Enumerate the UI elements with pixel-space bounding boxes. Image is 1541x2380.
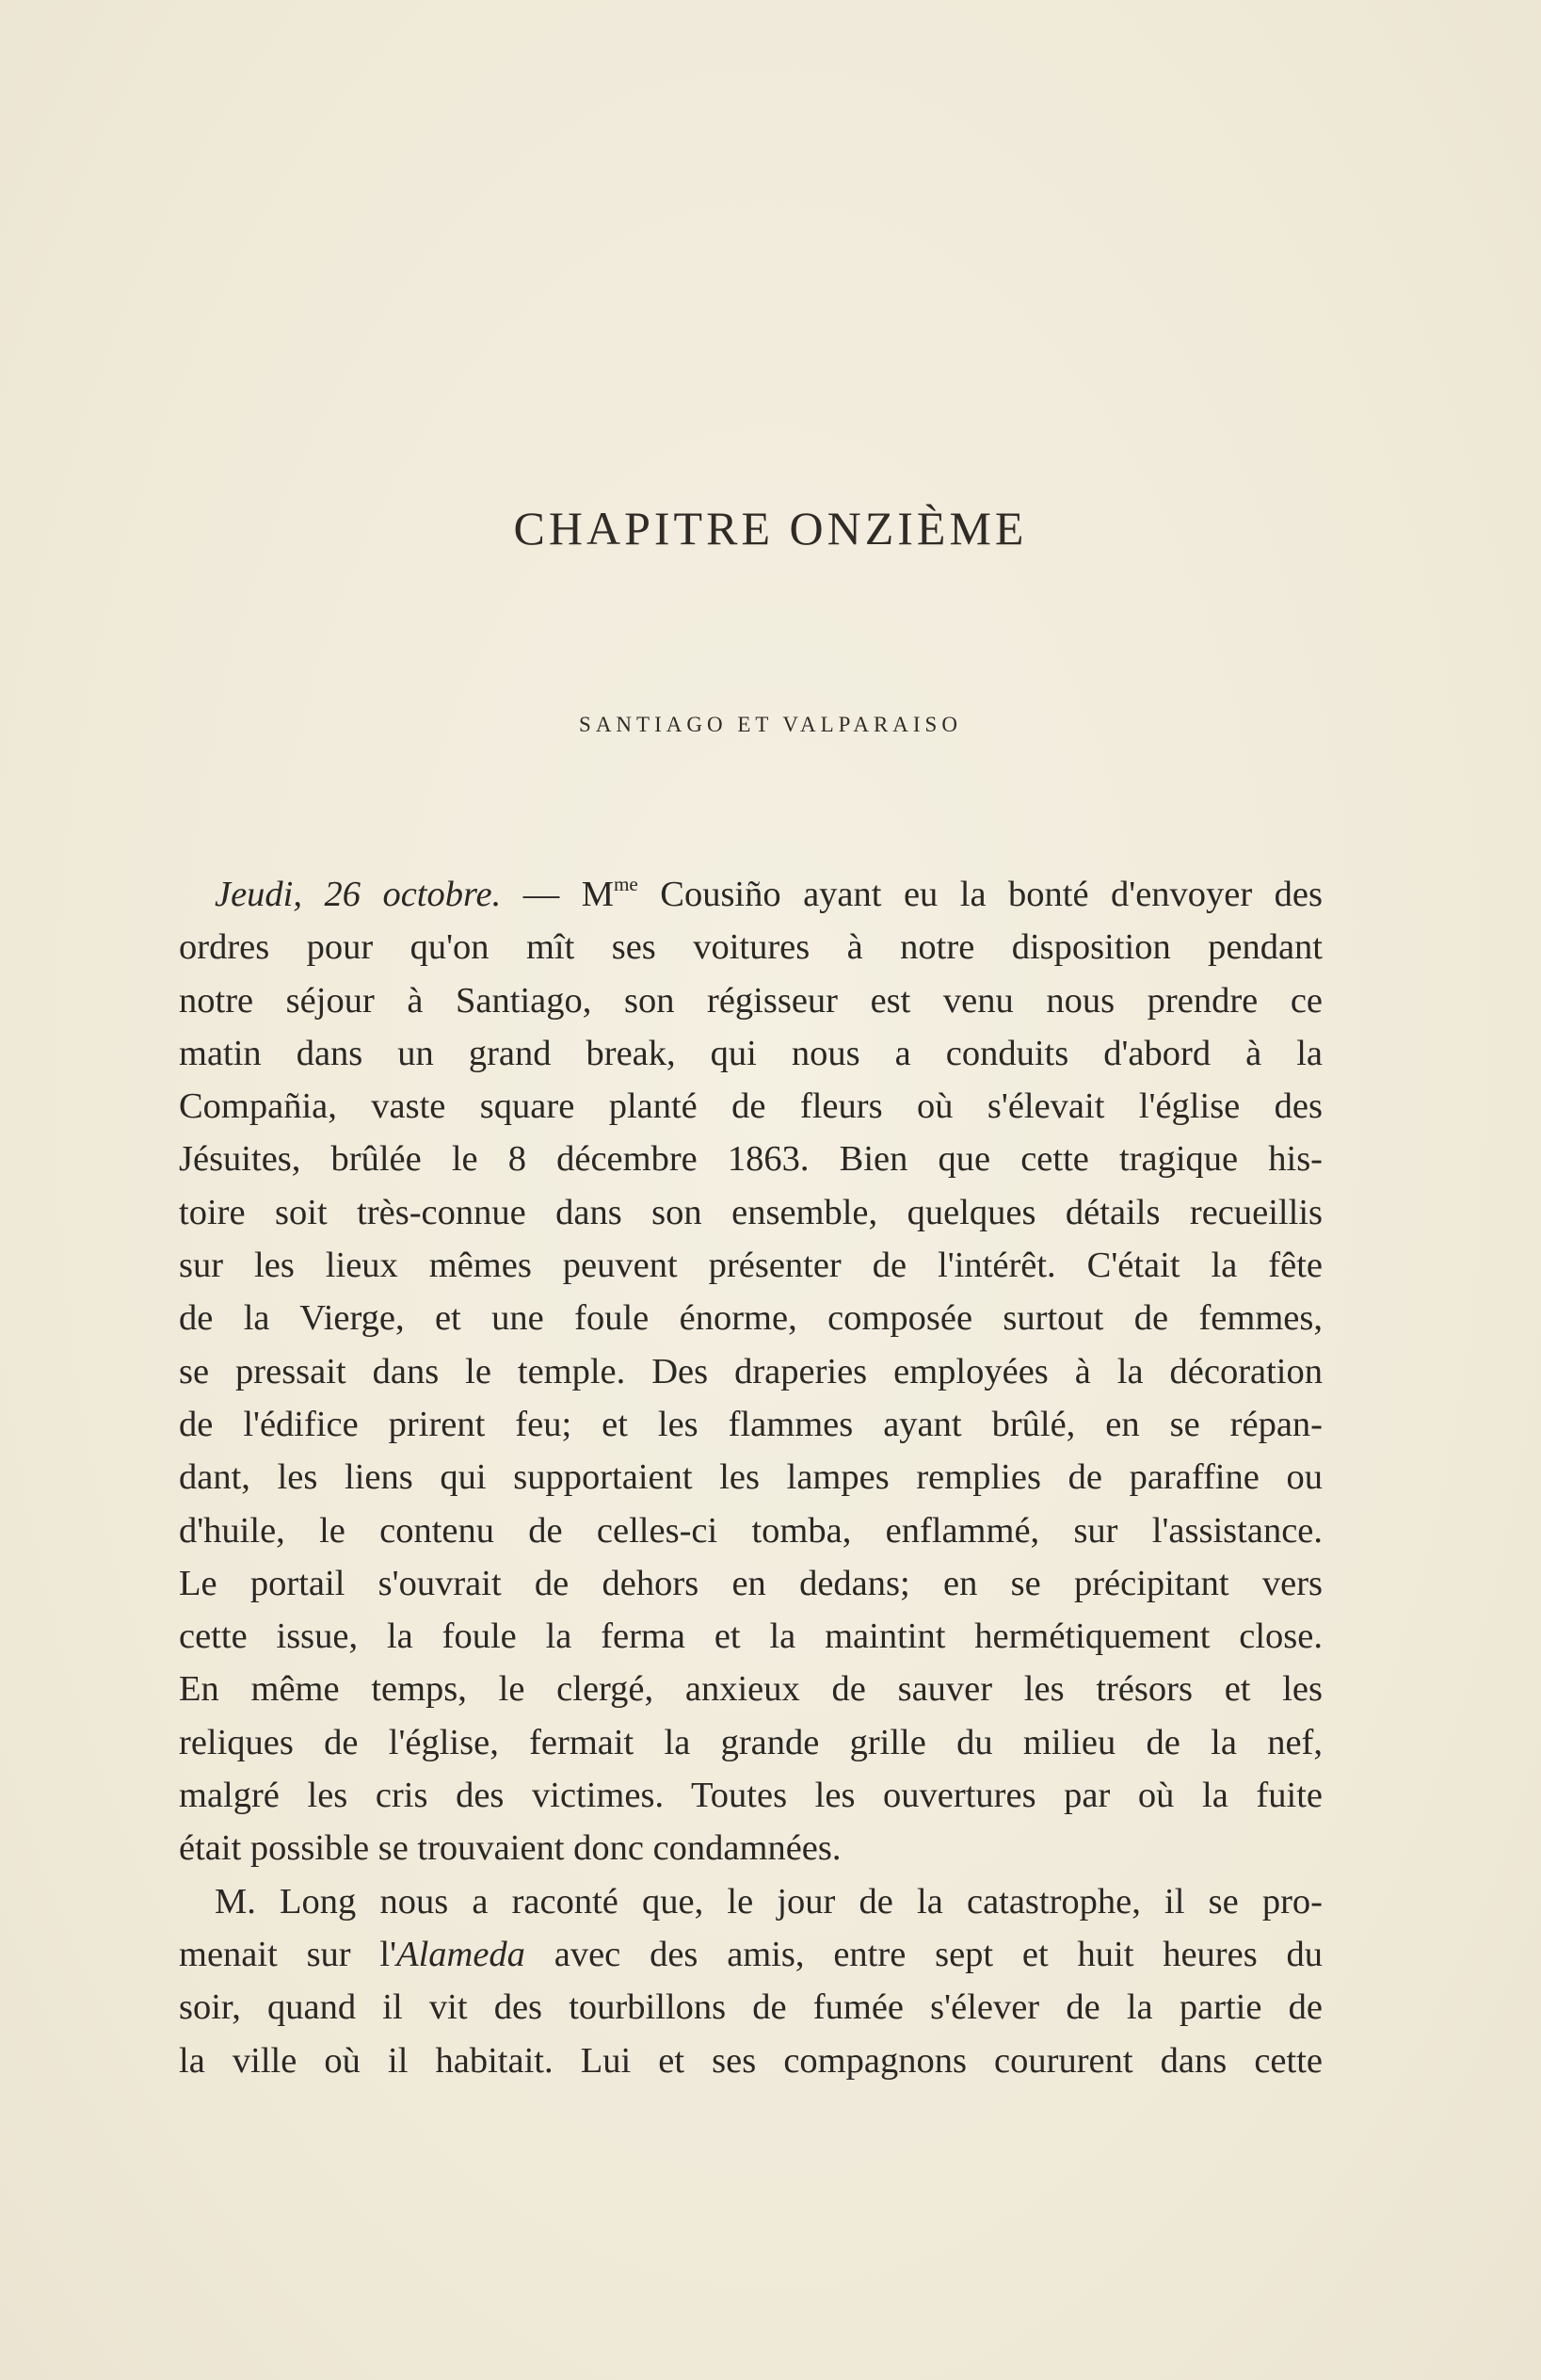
paragraph-1-line: En même temps, le clergé, anxieux de sauver les trésors et les (179, 1669, 1323, 1710)
paragraph-1-line: sur les lieux mêmes peuvent présenter de l'intérêt. C'était la fête (179, 1246, 1323, 1286)
chapter-title: CHAPITRE ONZIÈME (513, 502, 1028, 555)
paragraph-2-line-4: la ville où il habitait. Lui et ses compagnons coururent dans cette (179, 2040, 1323, 2081)
paragraph-1-line: cette issue, la foule la ferma et la maintint hermétiquement close. (179, 1616, 1323, 1657)
paragraph-1-line: matin dans un grand break, qui nous a conduits d'abord à la (179, 1033, 1323, 1073)
paragraph-1-line: ordres pour qu'on mît ses voitures à notre disposition pendant (179, 927, 1323, 968)
line-text-before: menait sur l' (179, 1934, 397, 1974)
line-text: Cousiño ayant eu la bonté d'envoyer des (637, 875, 1323, 914)
paragraph-1-line: malgré les cris des victimes. Toutes les ouvertures par où la fuite (179, 1776, 1323, 1816)
chapter-subtitle: SANTIAGO ET VALPARAISO (579, 713, 962, 736)
dash-prefix: — M (501, 875, 614, 914)
paragraph-1-line: reliques de l'église, fermait la grande grille du milieu de la nef, (179, 1722, 1323, 1762)
paragraph-1-line: de l'édifice prirent feu; et les flammes ayant brûlé, en se répan- (179, 1404, 1323, 1444)
paragraph-2-line-1: M. Long nous a raconté que, le jour de la catastrophe, il se pro- (215, 1881, 1323, 1922)
paragraph-1-line: toire soit très-connue dans son ensemble, quelques détails recueillis (179, 1192, 1323, 1232)
paragraph-1-line: Jésuites, brûlée le 8 décembre 1863. Bien que cette tragique his- (179, 1139, 1323, 1180)
title-superscript: me (613, 873, 638, 896)
paragraph-1-line: dant, les liens qui supportaient les lampes remplies de paraffine ou (179, 1457, 1323, 1498)
paragraph-2-line-3: soir, quand il vit des tourbillons de fumée s'élever de la partie de (179, 1987, 1323, 2028)
line-text-after: avec des amis, entre sept et huit heures du (524, 1934, 1324, 1974)
paragraph-1-line: notre séjour à Santiago, son régisseur est venu nous prendre ce (179, 980, 1323, 1021)
paragraph-1-line: était possible se trouvaient donc condamnées. (179, 1828, 842, 1869)
paragraph-1-line: Compañia, vaste square planté de fleurs où s'élevait l'église des (179, 1086, 1323, 1127)
paragraph-1-line: d'huile, le contenu de celles-ci tomba, enflammé, sur l'assistance. (179, 1510, 1323, 1551)
paragraph-1-line: de la Vierge, et une foule énorme, composée surtout de femmes, (179, 1298, 1323, 1339)
entry-date: Jeudi, 26 octobre. (215, 875, 502, 914)
alameda-italic: Alameda (396, 1934, 525, 1974)
paragraph-2-line-2 (179, 1928, 1323, 1981)
body-text (179, 868, 1323, 2087)
paragraph-1-line: Le portail s'ouvrait de dehors en dedans; en se précipitant vers (179, 1563, 1323, 1603)
paragraph-1-line-1 (179, 868, 1323, 921)
paragraph-1-line: se pressait dans le temple. Des draperies employées à la décoration (179, 1351, 1323, 1391)
